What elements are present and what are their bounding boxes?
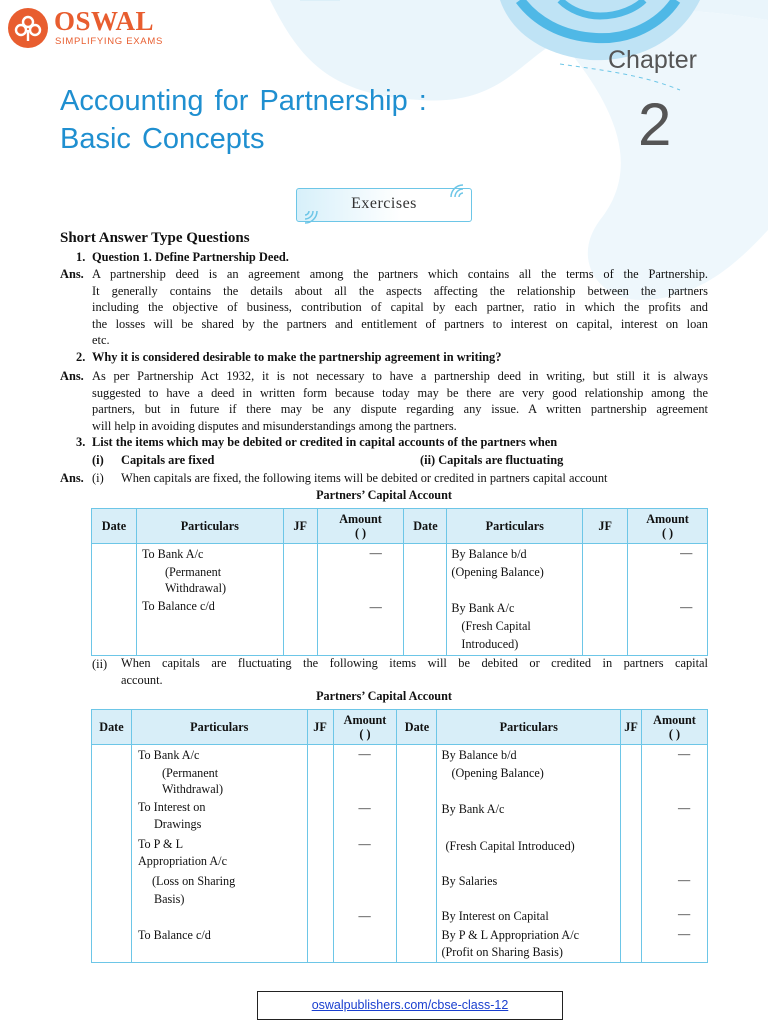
credit-particulars-cell (447, 544, 583, 656)
credit-amount-cell (642, 745, 708, 963)
header-jf: JF (283, 509, 317, 544)
debit-entry: To P & L (137, 837, 184, 851)
table-2-caption: Partners’ Capital Account (316, 689, 452, 703)
header-jf: JF (583, 509, 628, 544)
answer-1-label: Ans. (60, 267, 84, 281)
header-amount-label: Amount (646, 512, 689, 526)
credit-entry: By P & L Appropriation A/c (441, 928, 579, 942)
answer-2-line: will help in avoiding disputes and misunderstandings among the partners. (92, 418, 457, 433)
question-3-option-1-text: Capitals are fixed (121, 453, 215, 467)
amount-dash: — (358, 837, 371, 851)
exercises-badge (296, 188, 472, 222)
credit-entry: By Bank A/c (451, 601, 515, 615)
amount-dash: — (358, 801, 371, 815)
credit-entry: By Interest on Capital (441, 909, 549, 923)
credit-entry: (Profit on Sharing Basis) (441, 945, 563, 959)
debit-entry: To Balance c/d (137, 928, 211, 942)
debit-entry: To Bank A/c (137, 748, 200, 762)
header-particulars: Particulars (437, 710, 621, 745)
section-heading: Short Answer Type Questions (60, 230, 250, 246)
answer-3-ii-text (121, 655, 708, 688)
debit-entry: (Permanent (161, 766, 219, 780)
amount-dash: — (369, 546, 382, 560)
debit-entry: (Loss on Sharing (151, 874, 236, 888)
exercises-badge-label: Exercises (351, 195, 417, 212)
answer-3-ii-line: account. (121, 672, 163, 687)
date-cell (92, 544, 137, 656)
debit-amount-cell (317, 544, 404, 656)
header-date: Date (404, 509, 447, 544)
capital-account-table-fluctuating (91, 709, 708, 963)
oswal-logo (6, 6, 170, 50)
answer-1-line: A partnership deed is an agreement among the partners which contains all the terms of the Partnership. (92, 267, 708, 281)
header-amount-label: Amount (343, 713, 387, 727)
header-particulars: Particulars (447, 509, 583, 544)
jf-cell (307, 745, 333, 963)
answer-3-i-text: When capitals are fixed, the following items will be debited or credited in partners capital account (121, 471, 608, 485)
oswal-logo-icon (8, 8, 48, 48)
amount-dash: — (678, 873, 691, 887)
debit-entry: Withdrawal) (164, 581, 227, 595)
answer-3-ii-line: When capitals are fluctuating the following items will be debited or credited in partners capital (121, 656, 708, 670)
credit-entry: (Opening Balance) (451, 565, 544, 579)
date-cell (397, 745, 437, 963)
header-amount (628, 509, 708, 544)
debit-entry: Withdrawal) (161, 782, 224, 796)
header-amount-unit: ( ) (668, 727, 681, 741)
credit-entry: By Balance b/d (451, 547, 527, 561)
chapter-number: 2 (638, 91, 672, 158)
amount-dash: — (369, 600, 382, 614)
header-amount (642, 710, 708, 745)
header-amount-label: Amount (339, 512, 382, 526)
header-amount-unit: ( ) (354, 526, 367, 540)
page-title (60, 82, 427, 158)
debit-particulars-cell (136, 544, 283, 656)
answer-2-label: Ans. (60, 369, 84, 383)
answer-2-line: partners, but in future if there may be any dispute regarding any issue. A written partnership agreement (92, 402, 708, 417)
answer-2-line: As per Partnership Act 1932, it is not necessary to have a partnership deed in writing, but still it is always (92, 369, 708, 383)
debit-entry: (Permanent (164, 565, 222, 579)
date-cell (92, 745, 132, 963)
debit-amount-cell (333, 745, 397, 963)
logo-name: OSWAL (54, 6, 155, 36)
header-amount-label: Amount (653, 713, 696, 727)
header-date: Date (92, 509, 137, 544)
amount-dash: — (680, 600, 693, 614)
amount-dash: — (678, 747, 691, 761)
answer-3-ii-number: (ii) (92, 657, 108, 671)
question-3-option-2-text: (ii) Capitals are fluctuating (420, 453, 564, 467)
header-particulars: Particulars (131, 710, 307, 745)
credit-entry: By Salaries (441, 874, 498, 888)
credit-entry: By Bank A/c (441, 802, 505, 816)
amount-dash: — (680, 546, 693, 560)
header-particulars: Particulars (136, 509, 283, 544)
publisher-link[interactable]: oswalpublishers.com/cbse-class-12 (257, 991, 563, 1020)
page-title-line-1: Accounting for Partnership : (60, 85, 427, 117)
debit-entry: To Interest on (137, 800, 206, 814)
debit-entry: Basis) (153, 892, 185, 906)
header-amount (333, 710, 397, 745)
header-date: Date (397, 710, 437, 745)
header-amount-unit: ( ) (359, 727, 371, 741)
signal-arcs-icon-left (301, 209, 319, 225)
debit-entry: Appropriation A/c (137, 854, 227, 868)
credit-particulars-cell (437, 745, 621, 963)
credit-entry: Introduced) (461, 637, 519, 651)
debit-particulars-cell (131, 745, 307, 963)
question-1-number: 1. (76, 250, 86, 264)
answer-1-line: etc. (92, 333, 110, 348)
amount-dash: — (678, 907, 691, 921)
header-jf: JF (307, 710, 333, 745)
question-3-option-1-number: (i) (92, 453, 104, 467)
chapter-label: Chapter (608, 46, 697, 74)
answer-2-line: suggested to have a deed in written form because today may be there are very good relationship among the (92, 385, 708, 400)
question-1-text: Question 1. Define Partnership Deed. (92, 250, 289, 264)
header-amount (317, 509, 404, 544)
debit-entry: To Bank A/c (141, 547, 204, 561)
answer-1-line: including the objective of business, contribution of capital by each partner, ratio in which the profits and (92, 300, 708, 315)
debit-entry: To Balance c/d (141, 599, 215, 613)
credit-amount-cell (628, 544, 708, 656)
answer-3-label: Ans. (60, 471, 84, 485)
debit-entry: Drawings (153, 817, 202, 831)
page-title-line-2: Basic Concepts (60, 123, 265, 155)
signal-arcs-icon (449, 183, 467, 199)
amount-dash: — (358, 909, 371, 923)
question-3-text: List the items which may be debited or credited in capital accounts of the partners when (92, 435, 558, 449)
amount-dash: — (678, 801, 691, 815)
answer-2-text (92, 368, 708, 434)
logo-tagline: SIMPLIFYING EXAMS (55, 36, 163, 47)
jf-cell (283, 544, 317, 656)
answer-3-i-number: (i) (92, 471, 104, 485)
date-cell (404, 544, 447, 656)
amount-dash: — (358, 747, 371, 761)
jf-cell (621, 745, 642, 963)
answer-1-line: It generally contains the details about all the aspects affecting the relationship between the partners (92, 283, 708, 298)
credit-entry: (Fresh Capital Introduced) (445, 839, 575, 853)
question-3-number: 3. (76, 435, 86, 449)
question-2-number: 2. (76, 350, 86, 364)
header-jf: JF (621, 710, 642, 745)
credit-entry: By Balance b/d (441, 748, 517, 762)
amount-dash: — (678, 927, 691, 941)
capital-account-table-fixed (91, 508, 708, 656)
header-date: Date (92, 710, 132, 745)
header-amount-unit: ( ) (661, 526, 674, 540)
answer-1-line: the losses will be shared by the partners and entitlement of partners to interest on capital, interest on loan (92, 316, 708, 331)
answer-1-text (92, 266, 708, 349)
question-2-text: Why it is considered desirable to make the partnership agreement in writing? (92, 350, 502, 364)
jf-cell (583, 544, 628, 656)
credit-entry: (Opening Balance) (451, 766, 544, 780)
credit-entry: (Fresh Capital (461, 619, 531, 633)
table-1-caption: Partners’ Capital Account (316, 488, 452, 502)
